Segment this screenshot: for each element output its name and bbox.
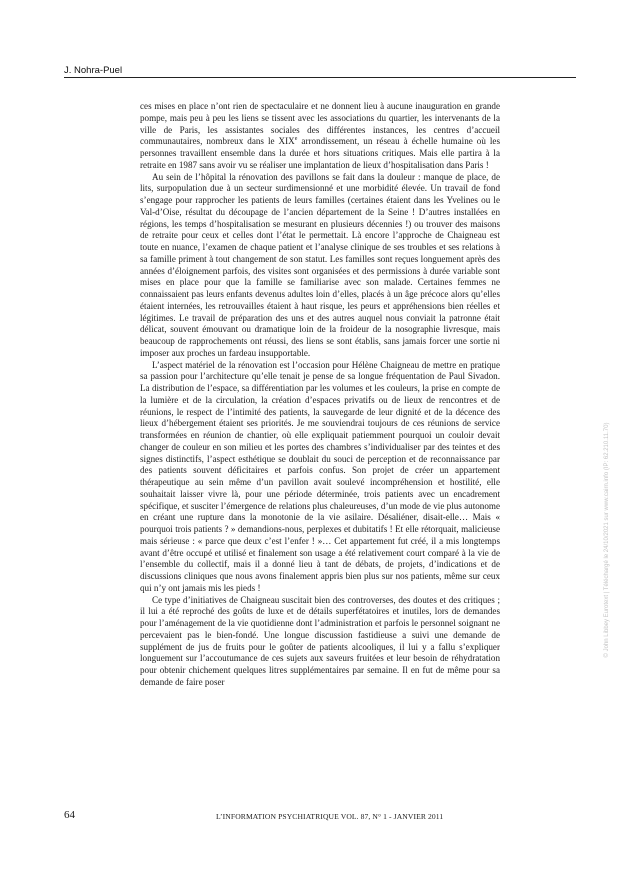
paragraph: ces mises en place n’ont rien de spectaculaire et ne donnent lieu à aucune inauguration en grande pompe, mais peu à peu les liens se tissent avec les associations du quartier, les intervenants de la ville de Paris, les assistantes sociales des différentes instances, les centres d’accueil communautaires, nombreux dans le XIXe arrondissement, un réseau à échelle humaine où les personnes travaillent ensemble dans la durée et hors situations critiques. Mais elle partira à la retraite en 1987 sans avoir vu se réaliser une implantation de lieux d’hospitalisation dans Paris ! [140, 101, 501, 170]
journal-footer: L’INFORMATION PSYCHIATRIQUE VOL. 87, N° 1 - JANVIER 2011 [216, 812, 444, 821]
header-rule [64, 77, 576, 78]
download-watermark: © John Libbey Eurotext | Téléchargé le 24/10/2021 sur www.cairn.info (IP: 62.210.11.70) [604, 422, 610, 658]
paragraph: Ce type d’initiatives de Chaigneau suscitait bien des controverses, des doutes et des critiques ; il lui a été reproché des goûts de luxe et de détails superfétatoires et inutiles, lors de demandes pour l’aménagement de la vie quotidienne dont l’administration et parfois le personnel soignant ne percevaient pas le bien-fondé. Une longue discussion fastidieuse a suivi une demande de supplément de jus de fruits pour le goûter de patients alcooliques, il lui y a fallu s’expliquer longuement sur l’accoutumance de ces sujets aux saveurs fruitées et leur besoin de réhydratation pour obtenir chichement quelques litres supplémentaires par semaine. Il en fut de même pour sa demande de faire poser [140, 594, 500, 687]
ordinal-superscript: e [294, 136, 298, 143]
paragraph: L’aspect matériel de la rénovation est l’occasion pour Hélène Chaigneau de mettre en pratique sa passion pour l’architecture qu’elle tenait je pense de sa longue fréquentation de Paul Sivadon. La distribution de l’espace, sa différentiation par les volumes et les couleurs, la prise en compte de la lumière et de la circulation, la création d’espaces privatifs ou de lieux de rencontres et de réunions, le respect de l’intimité des patients, la sauvegarde de leur dignité et de la décence des lieux d’hébergement étaient ses priorités. Je me souviendrai toujours de ces réunions de service transformées en réunion de chantier, où elle expliquait patiemment pourquoi un couloir devait changer de couleur en son milieu et les portes des chambres s’individualiser par des teintes et des signes distinctifs, l’aspect esthétique se doublait du souci de perception et de reconnaissance par des patients souvent déficitaires et parfois confus. Son projet de créer un appartement thérapeutique au sein même d’un pavillon avait soulevé incompréhension et hostilité, elle souhaitait laisser vivre là, pour une période déterminée, trois patients avec un encadrement spécifique, et susciter l’émergence de relations plus chaleureuses, d’un mode de vie plus autonome en créant une rupture dans la monotonie de la vie asilaire. Désaliéner, disait-elle… Mais « pourquoi trois patients ? » demandions-nous, perplexes et dubitatifs ! Et elle rétorquait, malicieuse mais sérieuse : « parce que deux c’est l’enfer ! »… Cet appartement fut créé, il a mis longtemps avant d’être occupé et utilisé et finalement son usage a été relativement court comparé à la vie de l’ensemble du collectif, mais il a donné lieu à tant de débats, de projets, d’indications et de discussions cliniques que nous avons finalement appris bien plus sur nos patients, même sur ceux qui n’y ont jamais mis les pieds ! [140, 359, 500, 593]
article-body [140, 101, 500, 689]
paragraph: Au sein de l’hôpital la rénovation des pavillons se fait dans la douleur : manque de place, de lits, surpopulation due à un secteur surdimensionné et une morbidité élevée. Un travail de fond s’engage pour rapprocher les patients de leurs familles (certaines étaient dans les Yvelines ou le Val-d’Oise, résultat du découpage de l’ancien département de la Seine ! D’autres installées en régions, les temps d’hospitalisation se mesurant en plusieurs décennies !) ou trouver des maisons de retraite pour ceux et celles dont l’état le permettait. Là encore l’approche de Chaigneau est toute en nuance, l’examen de chaque patient et l’analyse clinique de ses troubles et ses relations à sa famille priment à tout changement de son statut. Les familles sont reçues longuement après des années d’éloignement parfois, des visites sont organisées et des permissions à durée variable sont mises en place pour que la famille se familiarise avec son malade. Certaines femmes ne connaissaient pas leurs enfants devenus adultes loin d’elles, placés à un âge précoce alors qu’elles étaient internées, les retrouvailles étaient à haut risque, les peurs et appréhensions bien réelles et légitimes. Le travail de préparation des uns et des autres auquel nous conviait la patronne était délicat, souvent émouvant ou dramatique loin de la froideur de la nosographie livresque, mais beaucoup de rapprochements ont réussi, des liens se sont établis, sans jamais forcer une sortie ni imposer aux proches un fardeau insupportable. [140, 171, 500, 358]
page-number: 64 [64, 809, 75, 821]
running-head-author: J. Nohra-Puel [64, 65, 123, 76]
